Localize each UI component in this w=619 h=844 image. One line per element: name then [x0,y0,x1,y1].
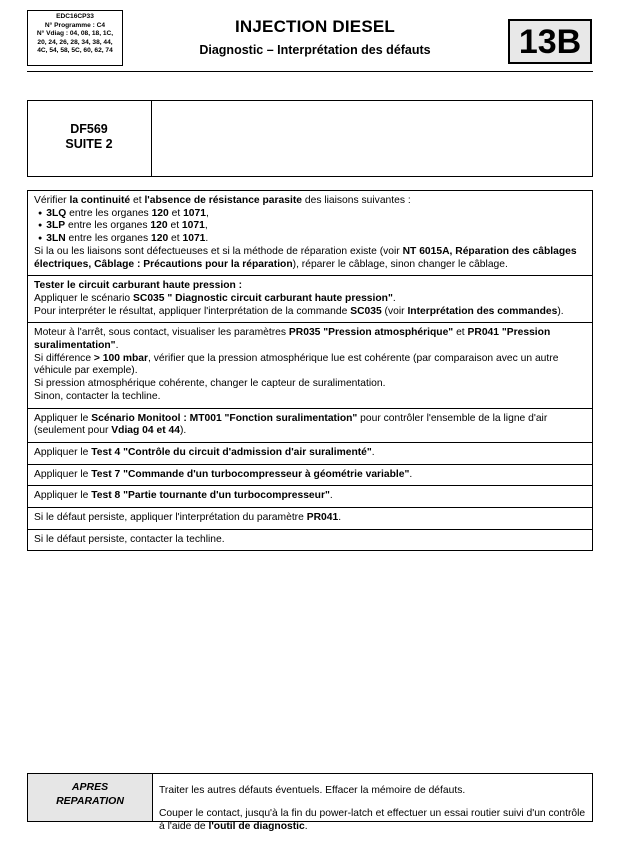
bold-text: 3LP [46,220,66,232]
step-paragraph [34,306,587,319]
bold-text: SC035 " Diagnostic circuit carburant haute pression" [133,292,393,304]
bold-text: la continuité [69,195,131,206]
bold-text: 120 [150,220,168,232]
text: et [130,195,145,206]
bold-text: 3LQ [46,207,67,219]
after-repair-label-line: REPARATION [56,795,124,807]
ecu-info-line: N° Programme : C4 [44,21,106,29]
text: (voir [381,305,408,317]
step-paragraph [34,280,587,293]
text: , vérifier que la pression atmosphérique lue est cohérente (par comparaison avec un autre véhicule par exemple). [34,352,559,377]
text: entre les organes [65,220,151,232]
text: Appliquer le [34,468,92,480]
after-repair-label-line: APRES [71,781,109,793]
text: entre les organes [65,233,151,245]
bold-text: PR041 [306,512,339,524]
bold-text: 1071 [183,207,206,219]
bold-text: 1071 [181,220,205,232]
text: . [392,292,396,304]
bold-text: 120 [150,233,169,245]
header-divider [27,71,593,72]
bold-text: l'absence de résistance parasite [144,195,302,206]
bold-text: Test 7 "Commande d'un turbocompresseur à géométrie variable" [91,468,410,480]
fault-code: DF569 [70,122,108,136]
fault-label [27,100,152,177]
step-paragraph [34,293,587,306]
after-repair-line [159,808,589,833]
step-bullet [34,233,587,246]
bold-text: Vdiag 04 et 44 [111,425,180,437]
step-paragraph [34,447,587,460]
step-paragraph [34,327,587,352]
bold-text: SC035 [350,305,382,317]
page-subtitle: Diagnostic – Interprétation des défauts [199,43,431,57]
page-title: INJECTION DIESEL [234,17,395,36]
ecu-info-box [27,10,123,66]
text: ). [557,305,564,317]
after-repair-line [159,785,589,798]
bold-text: > 100 mbar [93,352,149,364]
bold-text: Test 4 "Contrôle du circuit d'admission d'air suralimenté" [91,446,372,458]
text: . [115,340,119,352]
text: ), réparer le câblage, sinon changer le câblage. [292,258,508,270]
text: Pour interpréter le résultat, appliquer l'interprétation de la commande [34,305,351,317]
text: Moteur à l'arrêt, sous contact, visualiser les paramètres [34,327,289,339]
step-bullet [34,220,587,233]
text: Appliquer le [34,412,92,424]
step-row [28,508,592,530]
bold-text: l'outil de diagnostic [208,821,305,832]
step-paragraph [34,246,587,271]
step-paragraph [34,353,587,378]
step-paragraph [34,512,587,525]
bold-text: 3LN [46,233,66,245]
step-row [28,486,592,508]
step-paragraph [34,378,587,391]
text: pour contrôler l'ensemble de la ligne d'air (seulement pour [34,412,548,437]
step-row [28,276,592,323]
ecu-info-line: 4C, 54, 58, 5C, 60, 62, 74 [37,47,113,55]
step-bullet [34,208,587,221]
bold-text: PR035 "Pression atmosphérique" [288,327,454,339]
text: . [329,490,333,502]
bold-text: 1071 [182,233,206,245]
bold-text: NT 6015A, Réparation des câblages électriques, Câblage : Précautions pour la réparation [34,245,577,270]
text: entre les organes [66,207,152,219]
text: et [453,327,468,339]
text: Appliquer le [34,446,92,458]
bold-text: Scénario Monitool : MT001 "Fonction suralimentation" [91,412,358,424]
text: . [338,512,342,524]
text: Appliquer le scénario [34,292,134,304]
fault-suite: SUITE 2 [65,137,113,151]
text: Si la ou les liaisons sont défectueuses et si la méthode de réparation existe (voir [34,245,403,257]
ecu-info-line: EDC16CP33 [56,13,94,20]
text: Couper le contact, jusqu'à la fin du power-latch et effectuer un essai routier suivi d'un contrôle à l'aide de [159,808,586,832]
text: Vérifier [34,195,70,206]
after-repair-label [28,774,153,821]
bold-text: Interprétation des commandes [407,305,558,317]
bold-text: PR041 "Pression suralimentation" [34,327,551,352]
step-row [28,191,592,276]
step-row [28,465,592,487]
text: Si différence [34,352,94,364]
text: Si le défaut persiste, contacter la techline. [34,533,225,545]
after-repair-instructions [159,775,589,844]
text: et [168,233,183,245]
step-row [28,323,592,408]
step-paragraph [34,534,587,547]
text: Appliquer le [34,490,92,502]
step-paragraph [34,469,587,482]
step-row [28,530,592,552]
ecu-info-line: 20, 24, 26, 28, 34, 38, 44, [37,38,113,46]
text: , [205,207,209,219]
text: Sinon, contacter la techline. [34,390,161,402]
text: Traiter les autres défauts éventuels. Effacer la mémoire de défauts. [159,785,466,797]
step-paragraph [34,391,587,404]
text: . [304,821,308,832]
text: . [371,446,375,458]
section-code-badge: 13B [508,19,592,64]
step-paragraph [34,413,587,438]
text: . [409,468,413,480]
text: des liaisons suivantes : [302,195,411,206]
ecu-info-line: N° Vdiag : 04, 08, 18, 1C, [36,30,114,38]
step-row [28,443,592,465]
bold-text: 120 [151,207,169,219]
text: , [204,220,208,232]
text: ). [179,425,187,437]
step-paragraph [34,490,587,503]
text: Si le défaut persiste, appliquer l'interprétation du paramètre [34,512,307,524]
bold-text: Test 8 "Partie tournante d'un turbocompresseur" [91,490,330,502]
diagnostic-steps-table [27,190,593,551]
bold-text: Tester le circuit carburant haute pression : [34,280,243,292]
text: et [168,207,184,219]
step-row [28,409,592,443]
text: et [167,220,182,232]
text: . [205,233,209,245]
text: Si pression atmosphérique cohérente, changer le capteur de suralimentation. [34,378,386,390]
step-paragraph [34,195,587,208]
